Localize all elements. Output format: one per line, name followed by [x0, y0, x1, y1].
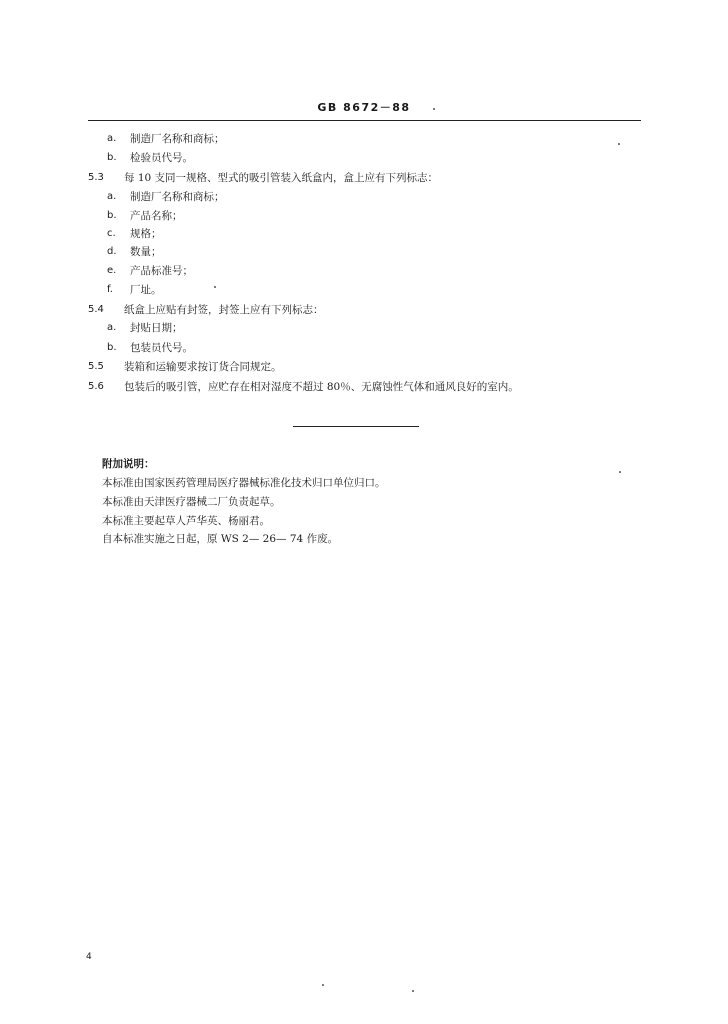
section-number: 5.5	[88, 361, 104, 372]
item-text: 纸盒上应贴有封签，封签上应有下列标志：	[124, 304, 324, 316]
item-label: d.	[107, 246, 117, 257]
item-text: 检验员代号。	[130, 152, 193, 164]
scan-speck	[433, 108, 435, 110]
note-line: 本标准主要起草人芦华英、杨丽君。	[102, 515, 270, 527]
page-number: 4	[86, 952, 92, 962]
section-number: 5.3	[88, 172, 104, 183]
scan-speck	[412, 990, 414, 992]
item-label: c.	[107, 228, 116, 239]
item-label: a.	[107, 191, 117, 202]
item-text: 包装员代号。	[130, 342, 193, 354]
end-of-text-rule	[293, 426, 419, 427]
item-label: f.	[107, 284, 113, 295]
standard-code: GB 8672－88	[317, 101, 411, 114]
note-line: 本标准由国家医药管理局医疗器械标准化技术归口单位归口。	[102, 477, 386, 489]
item-text: 产品名称；	[130, 210, 183, 222]
item-label: b.	[107, 210, 117, 221]
item-label: a.	[107, 322, 117, 333]
item-label: a.	[107, 133, 117, 144]
item-text: 数量；	[130, 246, 162, 258]
section-number: 5.4	[88, 304, 104, 315]
scan-speck	[618, 143, 620, 145]
item-label: b.	[107, 152, 117, 163]
item-label: b.	[107, 342, 117, 353]
item-text: 封贴日期；	[130, 322, 183, 334]
item-text: 制造厂名称和商标；	[130, 191, 225, 203]
item-text: 制造厂名称和商标；	[130, 133, 225, 145]
notes-title: 附加说明：	[102, 458, 155, 470]
scan-speck	[214, 286, 216, 288]
scan-speck	[322, 984, 324, 986]
item-text: 产品标准号；	[130, 265, 193, 277]
item-text: 每 10 支同一规格、型式的吸引管装入纸盒内，盒上应有下列标志：	[124, 172, 439, 184]
item-text: 厂址。	[130, 284, 162, 296]
item-text: 包装后的吸引管，应贮存在相对湿度不超过 80％、无腐蚀性气体和通风良好的室内。	[124, 381, 519, 393]
item-text: 规格；	[130, 228, 162, 240]
scan-speck	[619, 471, 621, 473]
section-number: 5.6	[88, 381, 104, 392]
item-text: 装箱和运输要求按订货合同规定。	[124, 361, 282, 373]
note-line: 自本标准实施之日起，原 WS 2— 26— 74 作废。	[102, 533, 339, 545]
header-rule	[88, 120, 641, 121]
note-line: 本标准由天津医疗器械二厂负责起草。	[102, 496, 281, 508]
item-label: e.	[107, 265, 117, 276]
